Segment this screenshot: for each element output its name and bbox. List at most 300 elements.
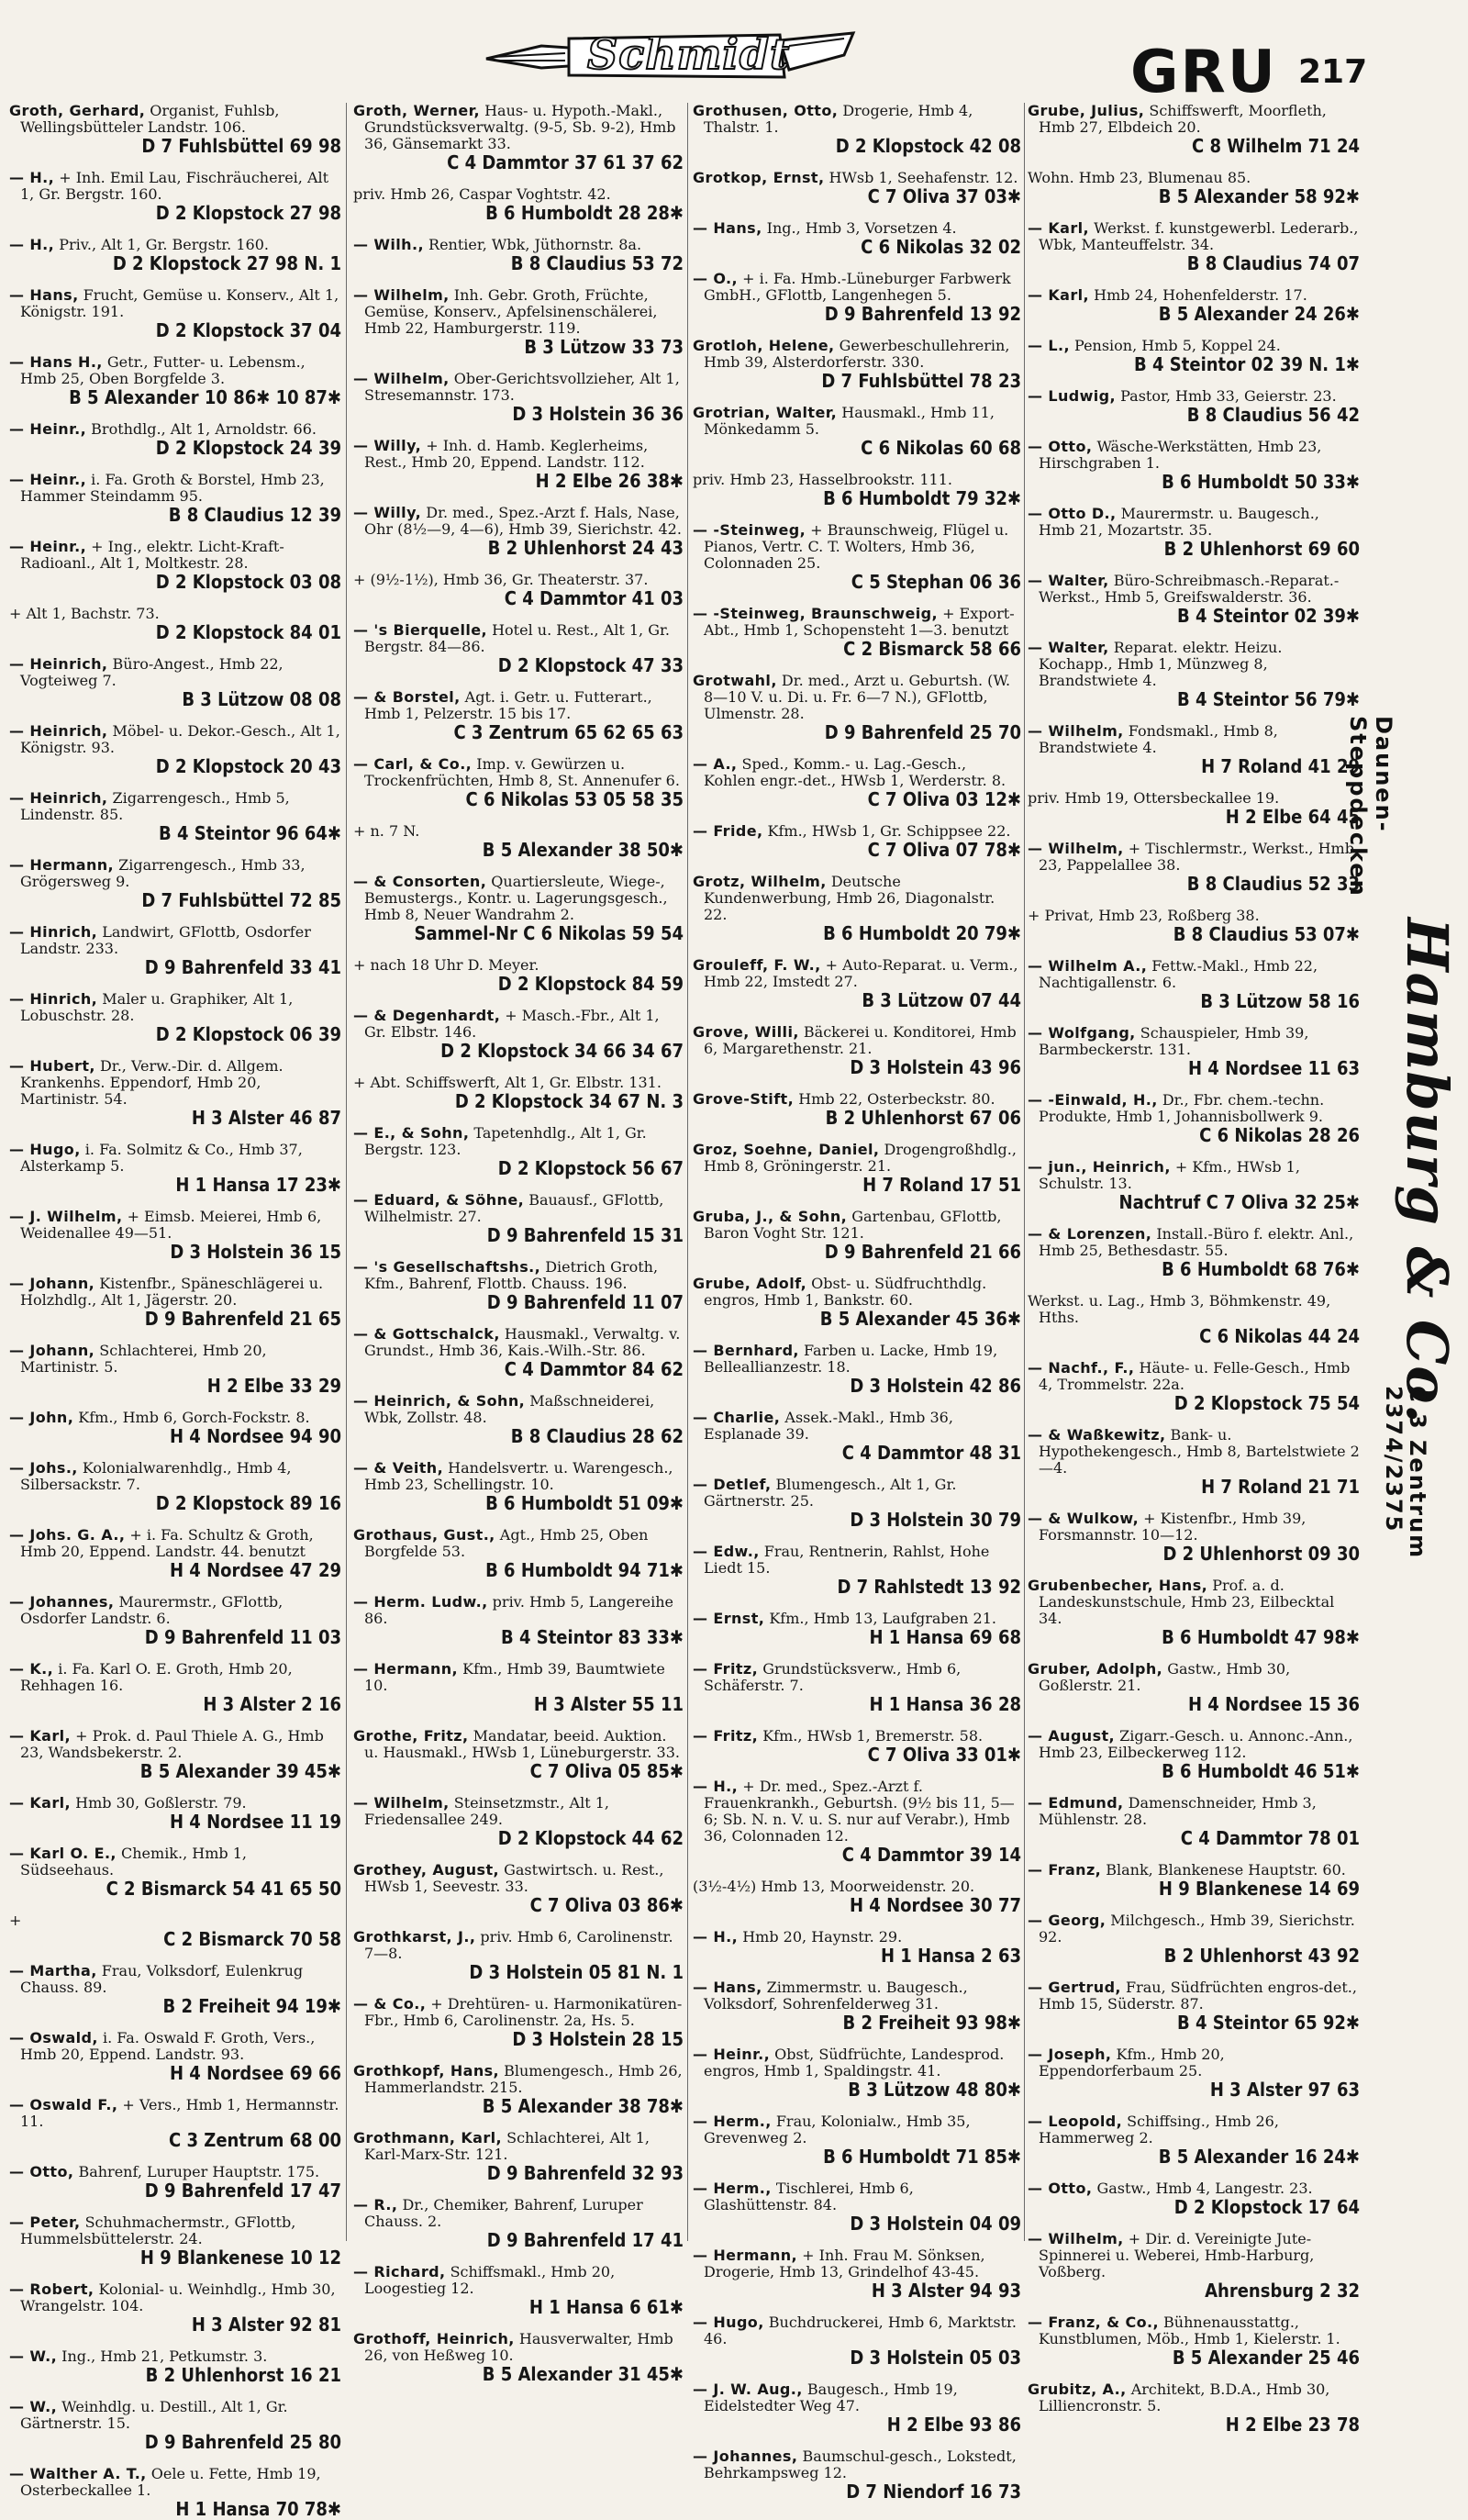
entry-detail: + Dr. med., Spez.-Arzt f. Frauenkrankh., Geburtsh. (9½ bis 11, 5—6; Sb. N. n. V. u. S. nur auf Verabr.), Hmb 36, Colonnaden 12.: [704, 1778, 1015, 1845]
directory-entry: [353, 2063, 684, 2117]
entry-name: Grothkopf, Hans,: [353, 2062, 500, 2080]
entry-phone: B 6 Humboldt 46 51✱: [1162, 1760, 1360, 1782]
entry-phone: H 4 Nordsee 69 66: [169, 2062, 341, 2084]
directory-entry: [353, 287, 684, 358]
entry-detail: Baumschul-gesch., Lokstedt, Behrkampsweg 12.: [704, 2448, 1017, 2481]
entry-detail: + Alt 1, Bachstr. 73.: [9, 605, 160, 622]
entry-detail: Fondsmakl., Hmb 8, Brandstwiete 4.: [1039, 722, 1278, 756]
entry-name: — R.,: [353, 2196, 398, 2213]
entry-name: Grothkarst, J.,: [353, 1928, 476, 1946]
directory-entry: [1028, 170, 1360, 207]
entry-phone: B 4 Steintor 65 92✱: [1176, 2012, 1360, 2034]
entry-phone: D 9 Bahrenfeld 17 41: [486, 2229, 684, 2251]
entry-name: — Herm. Ludw.,: [353, 1593, 488, 1611]
entry-name: — Edw.,: [693, 1543, 760, 1560]
entry-detail: Architekt, B.D.A., Hmb 30, Lilliencronstr. 5.: [1039, 2381, 1330, 2414]
entry-name: — Wilhelm A.,: [1028, 957, 1148, 975]
column-divider: [687, 103, 688, 2241]
entry-name: — Fritz,: [693, 1660, 759, 1678]
entry-phone: D 3 Holstein 36 15: [170, 1241, 341, 1263]
directory-entry: [693, 1879, 1021, 1916]
directory-entry: [9, 1728, 341, 1782]
entry-phone: H 7 Roland 41 29: [1201, 755, 1360, 777]
entry-phone: D 2 Klopstock 20 43: [155, 755, 341, 777]
entry-name: Grove-Stift,: [693, 1090, 795, 1108]
entry-name: — jun., Heinrich,: [1028, 1158, 1171, 1176]
entry-detail: Büro-Angest., Hmb 22, Vogteiweg 7.: [20, 655, 284, 689]
entry-detail: Schiffsing., Hmb 26, Hammerweg 2.: [1039, 2113, 1279, 2146]
entry-detail: Reparat. elektr. Heizu. Kochapp., Hmb 1, Münzweg 8, Brandstwiete 4.: [1039, 639, 1283, 689]
entry-name: — Edmund,: [1028, 1794, 1124, 1812]
entry-detail: Hmb 22, Osterbeckstr. 80.: [798, 1090, 995, 1108]
directory-entry: [693, 1142, 1021, 1196]
directory-entry: [693, 1209, 1021, 1263]
entry-phone: H 7 Roland 21 71: [1201, 1476, 1360, 1498]
directory-entry: [353, 2331, 684, 2385]
entry-phone: C 4 Dammtor 48 31: [841, 1442, 1021, 1464]
directory-entry: [1028, 2180, 1360, 2218]
entry-detail: Grundstücksverw., Hmb 6, Schäferstr. 7.: [704, 1660, 962, 1694]
entry-detail: HWsb 1, Seehafenstr. 12.: [829, 169, 1018, 186]
entry-detail: priv. Hmb 5, Langereihe 86.: [364, 1593, 673, 1627]
entry-detail: Baugesch., Hmb 19, Eidelstedter Weg 47.: [704, 2381, 958, 2414]
directory-entry: [353, 1192, 684, 1246]
entry-detail: Obst, Südfrüchte, Landesprod. engros, Hmb 1, Spaldingstr. 41.: [704, 2046, 1005, 2080]
entry-phone: Sammel-Nr C 6 Nikolas 59 54: [414, 922, 684, 944]
entry-detail: + Inh. Emil Lau, Fischräucherei, Alt 1, Gr. Bergstr. 160.: [20, 169, 329, 203]
entry-detail: Kfm., Hmb 39, Baumtwiete 10.: [364, 1660, 665, 1694]
entry-phone: C 4 Dammtor 78 01: [1180, 1827, 1360, 1849]
entry-name: — Carl, & Co.,: [353, 755, 473, 773]
entry-detail: Hmb 30, Goßlerstr. 79.: [75, 1794, 247, 1812]
entry-detail: Wohn. Hmb 23, Blumenau 85.: [1028, 169, 1251, 186]
entry-name: — Heinrich, & Sohn,: [353, 1392, 526, 1410]
directory-entry: [9, 472, 341, 526]
entry-detail: + Braunschweig, Flügel u. Pianos, Vertr. C. T. Wolters, Hmb 36, Colonnaden 25.: [704, 521, 1009, 572]
entry-name: — Wolfgang,: [1028, 1024, 1136, 1042]
entry-detail: Ing., Hmb 21, Petkumstr. 3.: [61, 2347, 268, 2365]
margin-advertisement: [1345, 716, 1468, 1909]
entry-phone: D 3 Holstein 04 09: [850, 2213, 1021, 2235]
page-header: [0, 0, 1468, 106]
entry-detail: Frau, Kolonialw., Hmb 35, Grevenweg 2.: [704, 2113, 971, 2146]
entry-name: — Franz,: [1028, 1861, 1102, 1879]
directory-entry: [693, 1778, 1021, 1866]
directory-entry: [353, 572, 684, 609]
directory-entry: [353, 103, 684, 173]
directory-entry: [693, 405, 1021, 459]
entry-name: — Hans,: [9, 286, 79, 304]
entry-name: — J. W. Aug.,: [693, 2381, 803, 2398]
directory-entry: [1028, 790, 1360, 828]
entry-phone: B 5 Alexander 45 36✱: [819, 1308, 1021, 1330]
entry-detail: i. Fa. Karl O. E. Groth, Hmb 20, Rehhagen 16.: [20, 1660, 293, 1694]
directory-entry: [1028, 2046, 1360, 2101]
entry-phone: B 8 Claudius 56 42: [1186, 404, 1360, 426]
directory-entry: [1028, 1728, 1360, 1782]
directory-entry: [353, 2130, 684, 2184]
entry-phone: C 2 Bismarck 58 66: [843, 638, 1021, 660]
entry-detail: + Tischlermstr., Werkst., Hmb 23, Pappelallee 38.: [1039, 840, 1354, 874]
entry-phone: D 9 Bahrenfeld 11 03: [144, 1626, 341, 1648]
entry-phone: C 2 Bismarck 54 41 65 50: [106, 1878, 341, 1900]
entry-phone: D 9 Bahrenfeld 11 07: [486, 1291, 684, 1313]
entry-detail: Drogerie, Hmb 4, Thalstr. 1.: [704, 102, 973, 136]
ad-product-line-1: Daunen-: [1371, 716, 1396, 833]
entry-detail: Hausmakl., Verwaltg. v. Grundst., Hmb 36, Kais.-Wilh.-Str. 86.: [364, 1325, 681, 1359]
entry-name: — Wilhelm,: [1028, 840, 1124, 857]
entry-detail: Schuhmachermstr., GFlottb, Hummelsbüttelerstr. 24.: [20, 2213, 296, 2247]
entry-phone: B 5 Alexander 24 26✱: [1158, 303, 1360, 325]
entry-name: — Heinr.,: [9, 420, 87, 438]
entry-detail: priv. Hmb 19, Ottersbeckallee 19.: [1028, 789, 1280, 807]
entry-detail: + Kistenfbr., Hmb 39, Forsmannstr. 10—12.: [1039, 1510, 1307, 1544]
entry-phone: B 6 Humboldt 71 85✱: [823, 2146, 1021, 2168]
entry-phone: D 2 Klopstock 24 39: [155, 437, 341, 459]
entry-detail: i. Fa. Groth & Borstel, Hmb 23, Hammer Steindamm 95.: [20, 471, 325, 505]
directory-entry: [9, 656, 341, 710]
directory-entry: [693, 1091, 1021, 1129]
entry-name: — 's Bierquelle,: [353, 621, 487, 639]
entry-detail: i. Fa. Oswald F. Groth, Vers., Hmb 20, Eppend. Landstr. 93.: [20, 2029, 316, 2063]
entry-phone: B 2 Freiheit 93 98✱: [842, 2012, 1021, 2034]
entry-detail: + Kfm., HWsb 1, Schulstr. 13.: [1039, 1158, 1300, 1192]
entry-detail: Dr., Chemiker, Bahrenf, Luruper Chauss. 2.: [364, 2196, 643, 2230]
directory-entry: [353, 371, 684, 425]
directory-entry: [9, 1142, 341, 1196]
directory-entry: [1028, 1360, 1360, 1414]
entry-phone: B 5 Alexander 10 86✱ 10 87✱: [69, 386, 341, 408]
directory-entry: [693, 874, 1021, 944]
entry-phone: C 7 Oliva 33 01✱: [867, 1744, 1021, 1766]
directory-entry: [1028, 1511, 1360, 1565]
entry-name: — Heinrich,: [9, 789, 108, 807]
entry-name: Groth, Gerhard,: [9, 102, 146, 119]
entry-phone: H 1 Hansa 69 68: [869, 1626, 1021, 1648]
directory-entry: [693, 522, 1021, 593]
entry-phone: D 3 Holstein 28 15: [512, 2028, 684, 2050]
entry-detail: Frau, Südfrüchten engros-det., Hmb 15, Süderstr. 87.: [1039, 1979, 1357, 2013]
directory-entry: [9, 2466, 341, 2520]
entry-phone: Nachtruf C 7 Oliva 32 25✱: [1118, 1191, 1360, 1213]
entry-detail: Bauausf., GFlottb, Wilhelmistr. 27.: [364, 1191, 664, 1225]
entry-name: Grouleff, F. W.,: [693, 956, 821, 974]
column-divider: [346, 103, 347, 2241]
entry-name: — 's Gesellschaftshs.,: [353, 1258, 541, 1276]
entry-name: — Wilhelm,: [353, 286, 450, 304]
entry-detail: Kfm., Hmb 13, Laufgraben 21.: [769, 1610, 996, 1627]
entry-phone: B 6 Humboldt 68 76✱: [1162, 1258, 1360, 1280]
entry-name: — Wilh.,: [353, 236, 424, 253]
entry-name: — L.,: [1028, 337, 1070, 354]
entry-phone: D 2 Klopstock 42 08: [835, 135, 1021, 157]
entry-name: — Heinr.,: [693, 2046, 771, 2063]
directory-entry: [353, 1075, 684, 1112]
directory-entry: [9, 287, 341, 341]
entry-phone: B 2 Uhlenhorst 43 92: [1163, 1945, 1360, 1967]
entry-name: — Karl,: [1028, 219, 1090, 237]
entry-name: — E., & Sohn,: [353, 1124, 470, 1142]
entry-phone: D 3 Holstein 30 79: [850, 1509, 1021, 1531]
entry-phone: D 3 Holstein 36 36: [512, 403, 684, 425]
directory-entry: [353, 1259, 684, 1313]
directory-entry: [1028, 220, 1360, 274]
entry-name: — A.,: [693, 755, 738, 773]
directory-entry: [353, 438, 684, 492]
entry-name: Grubitz, A.,: [1028, 2381, 1127, 2398]
directory-entry: [693, 2381, 1021, 2436]
entry-detail: Assek.-Makl., Hmb 36, Esplanade 39.: [704, 1409, 953, 1443]
entry-phone: D 7 Fuhlsbüttel 69 98: [141, 135, 341, 157]
directory-entry: [9, 1209, 341, 1263]
directory-entry: [693, 2180, 1021, 2235]
directory-entry: [353, 237, 684, 274]
entry-phone: B 6 Humboldt 47 98✱: [1162, 1626, 1360, 1648]
directory-entry: [1028, 1159, 1360, 1213]
entry-detail: Schlachterei, Alt 1, Karl-Marx-Str. 121.: [364, 2129, 651, 2163]
directory-entry: [353, 1125, 684, 1179]
entry-phone: D 9 Bahrenfeld 21 65: [144, 1308, 341, 1330]
entry-phone: B 5 Alexander 16 24✱: [1158, 2146, 1360, 2168]
directory-entry: [9, 1460, 341, 1514]
entry-detail: Tischlerei, Hmb 6, Glashüttenstr. 84.: [704, 2180, 914, 2213]
entry-phone: D 7 Rahlstedt 13 92: [837, 1576, 1021, 1598]
entry-name: — -Steinweg,: [693, 521, 806, 539]
entry-phone: B 6 Humboldt 94 71✱: [485, 1559, 684, 1581]
entry-detail: Imp. v. Gewürzen u. Trockenfrüchten, Hmb 8, St. Annenufer 6.: [364, 755, 680, 789]
entry-phone: D 9 Bahrenfeld 33 41: [144, 956, 341, 978]
entry-detail: Pastor, Hmb 33, Geierstr. 23.: [1120, 387, 1337, 405]
entry-name: Gruber, Adolph,: [1028, 1660, 1163, 1678]
directory-entry: [693, 170, 1021, 207]
entry-detail: Damenschneider, Hmb 3, Mühlenstr. 28.: [1039, 1794, 1317, 1828]
directory-entry: [693, 1276, 1021, 1330]
entry-name: Grube, Adolf,: [693, 1275, 807, 1292]
directory-entry: [9, 1276, 341, 1330]
directory-entry: [9, 170, 341, 224]
entry-detail: Maurermstr., GFlottb, Osdorfer Landstr. 6.: [20, 1593, 284, 1627]
entry-name: — & Veith,: [353, 1459, 444, 1477]
entry-phone: D 2 Klopstock 84 01: [155, 621, 341, 643]
entry-detail: Quartiersleute, Wiege-, Bemustergs., Kontr. u. Lagerungsgesch., Hmb 8, Neuer Wandrahm 2.: [364, 873, 668, 923]
entry-phone: B 6 Humboldt 50 33✱: [1162, 471, 1360, 493]
directory-entry: [9, 924, 341, 978]
entry-detail: Priv., Alt 1, Gr. Bergstr. 160.: [59, 236, 269, 253]
entry-name: — Georg,: [1028, 1912, 1107, 1929]
entry-phone: B 4 Steintor 96 64✱: [158, 822, 341, 844]
entry-detail: Farben u. Lacke, Hmb 19, Belleallianzestr. 18.: [704, 1342, 998, 1376]
directory-entry: [353, 1460, 684, 1514]
entry-detail: Agt., Hmb 25, Oben Borgfelde 53.: [364, 1526, 649, 1560]
entry-detail: +: [9, 1912, 22, 1929]
entry-detail: Weinhdlg. u. Destill., Alt 1, Gr. Gärtnerstr. 15.: [20, 2398, 288, 2432]
entry-phone: H 3 Alster 2 16: [203, 1693, 341, 1715]
directory-entry: [693, 2314, 1021, 2369]
entry-name: — Johannes,: [9, 1593, 115, 1611]
entry-detail: Agt. i. Getr. u. Futterart., Hmb 1, Pelzerstr. 15 bis 17.: [364, 688, 652, 722]
entry-detail: Dr. med., Spez.-Arzt f. Hals, Nase, Ohr (8½—9, 4—6), Hmb 39, Sierichstr. 42.: [364, 504, 682, 538]
entry-detail: Gartenbau, GFlottb, Baron Voght Str. 121.: [704, 1208, 1002, 1242]
directory-entry: [9, 2348, 341, 2386]
entry-phone: B 5 Alexander 31 45✱: [482, 2363, 684, 2385]
page-number: 217: [1298, 53, 1368, 91]
directory-entry: [693, 1477, 1021, 1531]
directory-entry: [1028, 103, 1360, 157]
entry-detail: + Inh. d. Hamb. Keglerheims, Rest., Hmb 20, Eppend. Landstr. 112.: [364, 437, 649, 471]
entry-detail: Werkst. f. kunstgewerbl. Lederarb., Wbk, Manteuffelstr. 34.: [1039, 219, 1359, 253]
entry-phone: B 5 Alexander 38 78✱: [482, 2095, 684, 2117]
entry-phone: C 8 Wilhelm 71 24: [1192, 135, 1360, 157]
directory-entry: [9, 1343, 341, 1397]
entry-detail: Milchgesch., Hmb 39, Sierichstr. 92.: [1039, 1912, 1355, 1946]
directory-entry: [693, 2247, 1021, 2302]
entry-detail: Maurermstr. u. Baugesch., Hmb 21, Mozartstr. 35.: [1039, 505, 1319, 539]
entry-phone: B 5 Alexander 58 92✱: [1158, 185, 1360, 207]
entry-name: — Wilhelm,: [353, 1794, 450, 1812]
entry-name: — Karl,: [9, 1794, 72, 1812]
entry-name: — & Consorten,: [353, 873, 487, 890]
entry-phone: C 4 Dammtor 84 62: [504, 1358, 684, 1380]
directory-entry: [693, 1728, 1021, 1766]
entry-detail: Kfm., HWsb 1, Bremerstr. 58.: [762, 1727, 984, 1745]
entry-phone: Ahrensburg 2 32: [1205, 2280, 1360, 2302]
directory-entry: [353, 756, 684, 810]
entry-phone: B 2 Uhlenhorst 67 06: [825, 1107, 1021, 1129]
entry-name: — Karl O. E.,: [9, 1845, 117, 1862]
entry-detail: Blank, Blankenese Hauptstr. 60.: [1106, 1861, 1346, 1879]
entry-detail: Büro-Schreibmasch.-Reparat.-Werkst., Hmb 5, Greifswalderstr. 36.: [1039, 572, 1340, 606]
entry-name: — K.,: [9, 1660, 54, 1678]
entry-detail: + Drehtüren- u. Harmonikatüren-Fbr., Hmb 6, Carolinenstr. 2a, Hs. 5.: [364, 1995, 683, 2029]
directory-entry: [1028, 1795, 1360, 1849]
directory-entry: [9, 237, 341, 274]
entry-name: Grothe, Fritz,: [353, 1727, 469, 1745]
entry-detail: Handelsvertr. u. Warengesch., Hmb 23, Schellingstr. 10.: [364, 1459, 673, 1493]
entry-detail: Ing., Hmb 3, Vorsetzen 4.: [766, 219, 957, 237]
entry-name: — Oswald,: [9, 2029, 98, 2046]
entry-detail: + Masch.-Fbr., Alt 1, Gr. Elbstr. 146.: [364, 1007, 660, 1041]
brand-name: Schmidt: [587, 29, 791, 79]
directory-entry: [1028, 1025, 1360, 1079]
directory-entry: [1028, 1661, 1360, 1715]
entry-detail: priv. Hmb 6, Carolinenstr. 7—8.: [364, 1928, 673, 1962]
entry-name: Grothmann, Karl,: [353, 2129, 503, 2146]
entry-name: Grubenbecher, Hans,: [1028, 1577, 1208, 1594]
entry-phone: D 9 Bahrenfeld 25 70: [824, 721, 1021, 743]
entry-phone: B 6 Humboldt 79 32✱: [823, 487, 1021, 509]
entry-detail: Ober-Gerichtsvollzieher, Alt 1, Stresemannstr. 173.: [364, 370, 680, 404]
entry-name: Grotkop, Ernst,: [693, 169, 825, 186]
entry-detail: + i. Fa. Schultz & Groth, Hmb 20, Eppend. Landstr. 44. benutzt: [20, 1526, 314, 1560]
directory-entry: [353, 689, 684, 743]
entry-detail: Zigarrengesch., Hmb 5, Lindenstr. 85.: [20, 789, 290, 823]
entry-detail: Frau, Volksdorf, Eulenkrug Chauss. 89.: [20, 1962, 304, 1996]
entry-phone: B 8 Claudius 12 39: [168, 504, 341, 526]
entry-phone: H 4 Nordsee 15 36: [1187, 1693, 1360, 1715]
entry-detail: i. Fa. Solmitz & Co., Hmb 37, Alsterkamp 5.: [20, 1141, 303, 1175]
entry-name: — Hugo,: [693, 2314, 764, 2331]
directory-entry: [9, 2030, 341, 2084]
entry-detail: Chemik., Hmb 1, Südseehaus.: [20, 1845, 247, 1879]
entry-name: — Charlie,: [693, 1409, 781, 1426]
directory-entry: [353, 1326, 684, 1380]
entry-phone: D 2 Klopstock 27 98: [155, 202, 341, 224]
entry-phone: C 4 Dammtor 37 61 37 62: [447, 151, 684, 173]
ad-phone-exchange: C 3 Zentrum: [1405, 1386, 1430, 1560]
entry-phone: H 4 Nordsee 11 63: [1187, 1057, 1360, 1079]
entry-phone: D 2 Klopstock 34 66 34 67: [440, 1040, 684, 1062]
entry-phone: D 3 Holstein 05 81 N. 1: [469, 1961, 684, 1983]
entry-phone: C 3 Zentrum 65 62 65 63: [453, 721, 684, 743]
entry-detail: Buchdruckerei, Hmb 6, Marktstr. 46.: [704, 2314, 1017, 2347]
directory-entry: [693, 2046, 1021, 2101]
entry-name: — Hans,: [693, 219, 762, 237]
entry-phone: C 6 Nikolas 60 68: [861, 437, 1021, 459]
entry-name: — & Lorenzen,: [1028, 1225, 1152, 1243]
directory-entry: [9, 991, 341, 1045]
entry-phone: B 3 Lützow 08 08: [182, 688, 341, 710]
entry-detail: + i. Fa. Hmb.-Lüneburger Farbwerk GmbH., GFlottb, Langenhegen 5.: [704, 270, 1011, 304]
entry-phone: H 4 Nordsee 94 90: [169, 1425, 341, 1447]
column-divider: [1024, 103, 1025, 2241]
entry-detail: Hotel u. Rest., Alt 1, Gr. Bergstr. 84—86.: [364, 621, 670, 655]
entry-name: — Fritz,: [693, 1727, 759, 1745]
entry-name: — Heinr.,: [9, 471, 87, 488]
entry-phone: D 3 Holstein 42 86: [850, 1375, 1021, 1397]
entry-phone: D 7 Fuhlsbüttel 72 85: [141, 889, 341, 911]
entry-detail: Organist, Fuhlsb, Wellingsbütteler Landstr. 106.: [20, 102, 280, 136]
directory-entry: [353, 1527, 684, 1581]
directory-entry: [693, 220, 1021, 258]
entry-phone: D 9 Bahrenfeld 13 92: [824, 303, 1021, 325]
entry-detail: + Export-Abt., Hmb 1, Schopensteht 1—3. benutzt: [704, 605, 1015, 639]
entry-detail: Prof. a. d. Landeskunstschule, Hmb 23, Eilbecktal 34.: [1039, 1577, 1335, 1627]
entry-name: — Herm.,: [693, 2113, 772, 2130]
entry-name: — Heinr.,: [9, 538, 87, 555]
entry-name: — Otto D.,: [1028, 505, 1117, 522]
entry-phone: H 2 Elbe 64 45: [1225, 806, 1360, 828]
entry-detail: Deutsche Kundenwerbung, Hmb 26, Diagonalstr. 22.: [704, 873, 995, 923]
entry-detail: Pension, Hmb 5, Koppel 24.: [1074, 337, 1281, 354]
entry-phone: D 3 Holstein 43 96: [850, 1056, 1021, 1078]
entry-detail: Bühnenausstattg., Kunstblumen, Möb., Hmb 1, Kielerstr. 1.: [1039, 2314, 1340, 2347]
entry-detail: Dietrich Groth, Kfm., Bahrenf, Flottb. Chauss. 196.: [364, 1258, 659, 1292]
entry-name: — & Degenhardt,: [353, 1007, 501, 1024]
directory-entry: [1028, 338, 1360, 375]
entry-detail: Tapetenhdlg., Alt 1, Gr. Bergstr. 123.: [364, 1124, 647, 1158]
entry-name: — -Steinweg, Braunschweig,: [693, 605, 938, 622]
directory-entry: [1028, 1293, 1360, 1347]
entry-phone: C 7 Oliva 37 03✱: [867, 185, 1021, 207]
entry-phone: B 6 Humboldt 51 09✱: [485, 1492, 684, 1514]
entry-detail: priv. Hmb 26, Caspar Voghtstr. 42.: [353, 185, 611, 203]
entry-name: Grothaus, Gust.,: [353, 1526, 495, 1544]
entry-detail: Getr., Futter- u. Lebensm., Hmb 25, Oben Borgfelde 3.: [20, 353, 306, 387]
entry-phone: D 2 Klopstock 89 16: [155, 1492, 341, 1514]
entry-detail: + Inh. Frau M. Sönksen, Drogerie, Hmb 13, Grindelhof 43-45.: [704, 2247, 985, 2280]
entry-detail: Schiffswerft, Moorfleth, Hmb 27, Elbdeich 20.: [1039, 102, 1327, 136]
entry-phone: H 1 Hansa 2 63: [880, 1945, 1021, 1967]
entry-phone: C 7 Oliva 03 12✱: [867, 788, 1021, 810]
entry-phone: H 1 Hansa 6 61✱: [528, 2296, 684, 2318]
entry-phone: D 2 Uhlenhorst 09 30: [1162, 1543, 1360, 1565]
entry-phone: H 3 Alster 94 93: [871, 2280, 1021, 2302]
entry-detail: Blumengesch., Alt 1, Gr. Gärtnerstr. 25.: [704, 1476, 957, 1510]
entry-phone: C 6 Nikolas 28 26: [1199, 1124, 1360, 1146]
directory-entry: [9, 421, 341, 459]
directory-entry: [9, 1058, 341, 1129]
entry-name: — Heinrich,: [9, 655, 108, 673]
